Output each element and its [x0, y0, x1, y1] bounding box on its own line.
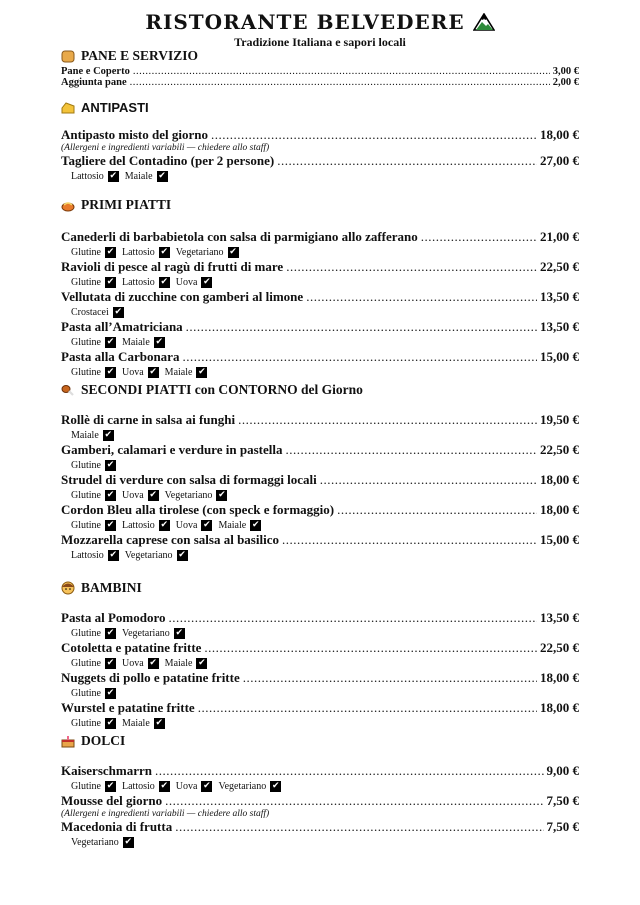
section-pane [61, 48, 579, 88]
leader-dots [155, 763, 544, 779]
allergen-list [61, 488, 579, 502]
menu-item [61, 670, 579, 700]
menu-item-row [61, 349, 579, 365]
allergen-list [61, 335, 579, 349]
allergen-label: Glutine [71, 246, 101, 258]
cake-icon [61, 734, 75, 748]
allergen-tag [71, 307, 124, 318]
checkmark-icon: ✔ [160, 519, 169, 530]
cheese-icon [61, 101, 75, 115]
mountain-icon [473, 13, 495, 31]
leader-dots [277, 153, 537, 169]
allergen-label: Glutine [71, 687, 101, 699]
menu-item-row [61, 670, 579, 686]
menu-item-row [61, 640, 579, 656]
section-title: PANE E SERVIZIO [81, 48, 199, 63]
allergen-label: Lattosio [122, 780, 155, 792]
item-name: Cotoletta e patatine fritte [61, 640, 202, 655]
allergen-label: Glutine [71, 717, 101, 729]
item-name: Pane e Coperto [61, 66, 130, 77]
allergen-tag [71, 520, 116, 531]
section-antipasti [61, 100, 579, 183]
checkmark-icon: ✔ [155, 336, 164, 347]
section-title: DOLCI [81, 733, 126, 748]
section-secondi [61, 382, 579, 562]
allergen-label: Vegetariano [71, 836, 119, 848]
item-price: 7,50 € [546, 819, 579, 834]
item-price: 18,00 € [540, 127, 579, 142]
allergen-label: Uova [122, 366, 144, 378]
allergen-tag [71, 628, 116, 639]
checkmark-icon: ✔ [109, 170, 118, 181]
menu-item [61, 472, 579, 502]
menu-item-row [61, 763, 579, 779]
restaurant-name: RISTORANTE BELVEDERE [145, 10, 465, 34]
item-price: 13,50 € [540, 610, 579, 625]
restaurant-subtitle: Tradizione Italiana e sapori locali [234, 35, 406, 49]
item-name: Cordon Bleu alla tirolese (con speck e formaggio) [61, 502, 335, 517]
item-price: 13,50 € [540, 319, 579, 334]
item-price: 3,00 € [552, 66, 579, 77]
checkmark-icon: ✔ [251, 519, 260, 530]
allergen-tag [176, 247, 239, 258]
item-name: Mozzarella caprese con salsa al basilico [61, 532, 279, 547]
menu-item [61, 319, 579, 349]
allergen-tag [71, 277, 116, 288]
menu-item [61, 289, 579, 319]
allergen-label: Maiale [122, 717, 150, 729]
leader-dots [282, 532, 537, 548]
allergen-tag [71, 490, 116, 501]
item-name: Pasta all’Amatriciana [61, 319, 183, 334]
section-header [61, 580, 579, 596]
leader-dots [204, 640, 537, 656]
checkmark-icon: ✔ [124, 836, 133, 847]
allergen-tag [165, 658, 208, 669]
menu-item-row [61, 259, 579, 275]
item-price: 9,00 € [546, 763, 579, 778]
item-name: Tagliere del Contadino (per 2 persone) [61, 153, 275, 168]
item-price: 22,50 € [540, 640, 579, 655]
menu-item [61, 532, 579, 562]
allergen-tag [125, 550, 188, 561]
menu-item [61, 793, 579, 819]
section-title: SECONDI PIATTI con CONTORNO del Giorno [81, 382, 363, 397]
menu-item [61, 259, 579, 289]
allergen-tag [71, 367, 116, 378]
allergen-tag [122, 490, 159, 501]
menu-item-row [61, 472, 579, 488]
menu-item-row [61, 77, 579, 88]
allergen-list [61, 686, 579, 700]
leader-dots [238, 412, 537, 428]
allergen-label: Maiale [71, 429, 99, 441]
allergen-tag [122, 277, 170, 288]
allergen-tag [122, 658, 159, 669]
leader-dots [198, 700, 537, 716]
allergen-label: Glutine [71, 489, 101, 501]
restaurant-title [145, 10, 494, 34]
item-name: Antipasto misto del giorno [61, 127, 208, 142]
allergen-label: Lattosio [71, 170, 104, 182]
allergen-label: Uova [175, 519, 198, 531]
item-name: Nuggets di pollo e patatine fritte [61, 670, 240, 685]
menu-item [61, 442, 579, 472]
allergen-tag [71, 718, 116, 729]
checkmark-icon: ✔ [203, 276, 211, 287]
item-price: 18,00 € [540, 700, 579, 715]
allergen-label: Maiale [122, 336, 150, 348]
checkmark-icon: ✔ [106, 366, 115, 377]
allergen-label: Maiale [164, 366, 193, 378]
item-name: Canederli di barbabietola con salsa di parmigiano allo zafferano [61, 229, 418, 244]
allergen-list [61, 428, 579, 442]
checkmark-icon: ✔ [106, 519, 115, 530]
checkmark-icon: ✔ [106, 459, 115, 470]
item-price: 18,00 € [540, 502, 579, 517]
allergen-label: Glutine [71, 366, 101, 378]
item-price: 27,00 € [540, 153, 579, 168]
allergen-tag [176, 781, 213, 792]
leader-dots [243, 670, 537, 686]
menu-item-row [61, 412, 579, 428]
checkmark-icon: ✔ [155, 717, 164, 728]
allergen-tag [71, 781, 116, 792]
menu-item [61, 502, 579, 532]
allergen-tag [176, 520, 213, 531]
allergen-tag [122, 520, 170, 531]
allergen-tag [165, 367, 208, 378]
checkmark-icon: ✔ [114, 306, 123, 317]
allergen-tag [71, 550, 119, 561]
allergen-tag [71, 171, 119, 182]
leader-dots [165, 793, 543, 809]
section-title: ANTIPASTI [81, 100, 149, 115]
checkmark-icon: ✔ [160, 780, 169, 791]
allergen-tag [122, 367, 159, 378]
allergen-list [61, 458, 579, 472]
menu-item [61, 412, 579, 442]
allergen-tag [176, 277, 213, 288]
allergen-tag [71, 460, 116, 471]
checkmark-icon: ✔ [106, 627, 115, 638]
menu-item-row [61, 442, 579, 458]
checkmark-icon: ✔ [203, 780, 211, 791]
item-name: Wurstel e patatine fritte [61, 700, 195, 715]
menu-item [61, 127, 579, 153]
menu-item-row [61, 532, 579, 548]
menu-item [61, 229, 579, 259]
checkmark-icon: ✔ [106, 336, 115, 347]
item-price: 2,00 € [552, 77, 579, 88]
checkmark-icon: ✔ [178, 549, 186, 560]
item-name: Rollè di carne in salsa ai funghi [61, 412, 236, 427]
leader-dots [285, 442, 537, 458]
allergen-label: Glutine [71, 519, 101, 531]
allergen-tag [122, 247, 170, 258]
checkmark-icon: ✔ [106, 657, 115, 668]
checkmark-icon: ✔ [109, 549, 118, 560]
menu-item-row [61, 610, 579, 626]
leader-dots [182, 349, 537, 365]
allergen-list [61, 656, 579, 670]
allergen-label: Vegetariano [164, 489, 213, 501]
menu-item [61, 610, 579, 640]
menu-item-row [61, 229, 579, 245]
menu-item-row [61, 819, 579, 835]
menu-item [61, 66, 579, 77]
allergen-tag [122, 781, 170, 792]
leader-dots [175, 819, 543, 835]
checkmark-icon: ✔ [175, 627, 184, 638]
allergen-tag [122, 628, 185, 639]
checkmark-icon: ✔ [104, 429, 113, 440]
allergen-list [61, 245, 579, 259]
item-name: Kaiserschmarrn [61, 763, 152, 778]
allergen-label: Glutine [71, 780, 101, 792]
allergen-label: Vegetariano [124, 549, 173, 561]
allergen-list [61, 518, 579, 532]
allergen-list [61, 365, 579, 379]
item-note: (Allergeni e ingredienti variabili — chiedere allo staff) [61, 809, 270, 819]
allergen-tag [71, 247, 116, 258]
section-primi [61, 197, 579, 379]
allergen-label: Lattosio [122, 519, 155, 531]
allergen-tag [125, 171, 168, 182]
section-dolci [61, 733, 579, 849]
menu-item [61, 153, 579, 183]
checkmark-icon: ✔ [106, 780, 115, 791]
allergen-label: Glutine [71, 657, 101, 669]
leader-dots [133, 66, 550, 77]
item-name: Strudel di verdure con salsa di formaggi locali [61, 472, 317, 487]
allergen-label: Vegetariano [175, 246, 224, 258]
checkmark-icon: ✔ [218, 489, 226, 500]
menu-item-row [61, 289, 579, 305]
item-name: Pasta alla Carbonara [61, 349, 180, 364]
allergen-label: Vegetariano [218, 780, 267, 792]
allergen-tag [71, 688, 116, 699]
item-note: (Allergeni e ingredienti variabili — chiedere allo staff) [61, 143, 270, 153]
menu-item [61, 640, 579, 670]
section-header [61, 733, 579, 749]
section-title: BAMBINI [81, 580, 142, 595]
checkmark-icon: ✔ [149, 489, 157, 500]
child-icon [61, 581, 75, 595]
menu-header [0, 0, 640, 50]
leader-dots [337, 502, 537, 518]
allergen-list [61, 169, 579, 183]
item-price: 7,50 € [546, 793, 579, 808]
allergen-list [61, 548, 579, 562]
checkmark-icon: ✔ [160, 276, 169, 287]
checkmark-icon: ✔ [106, 276, 115, 287]
menu-item [61, 77, 579, 88]
menu-item-row [61, 793, 579, 809]
leader-dots [130, 77, 550, 88]
item-price: 18,00 € [540, 670, 579, 685]
checkmark-icon: ✔ [271, 780, 280, 791]
item-price: 15,00 € [540, 532, 579, 547]
item-name: Mousse del giorno [61, 793, 163, 808]
allergen-label: Uova [122, 489, 144, 501]
allergen-tag [165, 490, 228, 501]
section-header [61, 100, 579, 115]
checkmark-icon: ✔ [149, 657, 157, 668]
allergen-list [61, 626, 579, 640]
allergen-label: Uova [175, 276, 198, 288]
item-price: 13,50 € [540, 289, 579, 304]
leader-dots [286, 259, 537, 275]
section-bambini [61, 580, 579, 730]
checkmark-icon: ✔ [203, 519, 211, 530]
menu-item-row [61, 127, 579, 143]
menu-item-row [61, 319, 579, 335]
leader-dots [306, 289, 537, 305]
allergen-tag [71, 658, 116, 669]
item-price: 15,00 € [540, 349, 579, 364]
checkmark-icon: ✔ [106, 717, 115, 728]
checkmark-icon: ✔ [198, 366, 206, 377]
item-price: 21,00 € [540, 229, 579, 244]
allergen-label: Vegetariano [122, 627, 170, 639]
allergen-label: Uova [122, 657, 144, 669]
bread-icon [61, 49, 75, 63]
allergen-label: Uova [175, 780, 198, 792]
allergen-label: Maiale [164, 657, 193, 669]
item-name: Ravioli di pesce al ragù di frutti di mare [61, 259, 284, 274]
allergen-tag [218, 520, 261, 531]
allergen-tag [218, 781, 281, 792]
menu-item-row [61, 66, 579, 77]
menu-item [61, 349, 579, 379]
checkmark-icon: ✔ [229, 246, 237, 257]
allergen-list [61, 779, 579, 793]
drumstick-icon [61, 383, 75, 397]
allergen-label: Glutine [71, 336, 101, 348]
item-name: Gamberi, calamari e verdure in pastella [61, 442, 283, 457]
item-price: 18,00 € [540, 472, 579, 487]
allergen-label: Crostacei [71, 306, 109, 318]
checkmark-icon: ✔ [198, 657, 206, 668]
checkmark-icon: ✔ [106, 246, 115, 257]
allergen-label: Lattosio [122, 246, 155, 258]
allergen-label: Lattosio [122, 276, 155, 288]
leader-dots [211, 127, 537, 143]
pasta-icon [61, 198, 75, 212]
allergen-label: Glutine [71, 459, 101, 471]
leader-dots [421, 229, 537, 245]
allergen-label: Maiale [218, 519, 247, 531]
allergen-label: Glutine [71, 276, 101, 288]
section-header [61, 197, 579, 213]
item-price: 22,50 € [540, 442, 579, 457]
item-name: Macedonia di frutta [61, 819, 173, 834]
checkmark-icon: ✔ [158, 170, 166, 181]
menu-item-row [61, 502, 579, 518]
checkmark-icon: ✔ [149, 366, 157, 377]
checkmark-icon: ✔ [106, 687, 115, 698]
allergen-tag [122, 337, 165, 348]
allergen-list [61, 835, 579, 849]
item-name: Pasta al Pomodoro [61, 610, 166, 625]
allergen-list [61, 305, 579, 319]
menu-item [61, 819, 579, 849]
allergen-label: Maiale [124, 170, 153, 182]
section-header [61, 382, 579, 398]
item-name: Vellutata di zucchine con gamberi al limone [61, 289, 304, 304]
allergen-tag [71, 337, 116, 348]
allergen-list [61, 716, 579, 730]
allergen-list [61, 275, 579, 289]
allergen-tag [71, 430, 114, 441]
checkmark-icon: ✔ [106, 489, 115, 500]
section-title: PRIMI PIATTI [81, 197, 172, 212]
item-name: Aggiunta pane [61, 77, 127, 88]
menu-item-row [61, 153, 579, 169]
menu-item-row [61, 700, 579, 716]
checkmark-icon: ✔ [160, 246, 169, 257]
menu-item [61, 700, 579, 730]
allergen-label: Glutine [71, 627, 101, 639]
section-header [61, 48, 579, 64]
leader-dots [186, 319, 537, 335]
menu-item [61, 763, 579, 793]
leader-dots [320, 472, 537, 488]
leader-dots [168, 610, 537, 626]
item-price: 19,50 € [540, 412, 579, 427]
allergen-tag [122, 718, 165, 729]
item-price: 22,50 € [540, 259, 579, 274]
allergen-tag [71, 837, 134, 848]
allergen-label: Lattosio [71, 549, 104, 561]
